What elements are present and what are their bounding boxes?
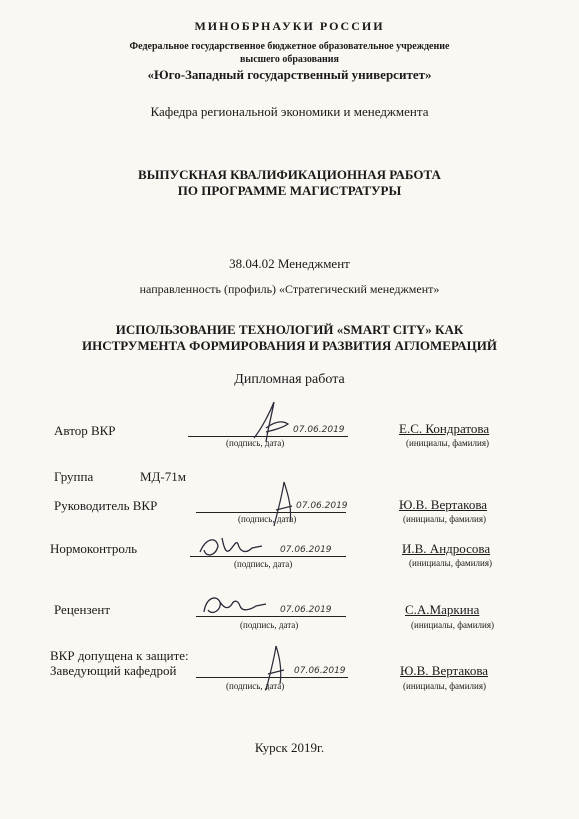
supervisor-label: Руководитель ВКР	[54, 498, 158, 513]
institution-line1: Федеральное государственное бюджетное образовательное учреждение	[129, 41, 450, 52]
supervisor-sign-date: 07.06.2019	[296, 501, 348, 511]
reviewer-label: Рецензент	[54, 602, 111, 617]
doc-kind: Дипломная работа	[234, 372, 345, 387]
work-type-line1: ВЫПУСКНАЯ КВАЛИФИКАЦИОННАЯ РАБОТА	[138, 167, 441, 182]
ministry: МИНОБРНАУКИ РОССИИ	[194, 19, 385, 33]
department: Кафедра региональной экономики и менеджмента	[150, 104, 429, 119]
supervisor-name: Ю.В. Вертакова	[399, 497, 488, 512]
normcontrol-name: И.В. Андросова	[402, 541, 491, 556]
institution-line2: высшего образования	[240, 54, 339, 65]
normcontrol-label: Нормоконтроль	[50, 541, 138, 556]
reviewer-name-caption: (инициалы, фамилия)	[411, 620, 494, 630]
head-name: Ю.В. Вертакова	[400, 663, 489, 678]
reviewer-name: С.А.Маркина	[405, 602, 480, 617]
topic-line2: ИНСТРУМЕНТА ФОРМИРОВАНИЯ И РАЗВИТИЯ АГЛОМЕРАЦИЙ	[82, 338, 497, 353]
supervisor-sign-caption: (подпись, дата)	[238, 514, 297, 524]
head-name-caption: (инициалы, фамилия)	[403, 681, 486, 691]
university: «Юго-Западный государственный университет»	[147, 67, 432, 82]
reviewer-sign-caption: (подпись, дата)	[240, 620, 299, 630]
author-sign-caption: (подпись, дата)	[226, 438, 285, 448]
admission-label: ВКР допущена к защите:	[50, 648, 189, 663]
group-value: МД-71м	[140, 469, 186, 484]
normcontrol-signature	[196, 532, 268, 562]
topic-line1: ИСПОЛЬЗОВАНИЕ ТЕХНОЛОГИЙ «SMART CITY» КАК	[115, 322, 464, 337]
work-type-line2: ПО ПРОГРАММЕ МАГИСТРАТУРЫ	[177, 183, 402, 198]
head-sign-date: 07.06.2019	[294, 666, 346, 676]
reviewer-sign-date: 07.06.2019	[280, 605, 332, 615]
head-of-department-label: Заведующий кафедрой	[50, 663, 177, 678]
normcontrol-sign-date: 07.06.2019	[280, 545, 332, 555]
normcontrol-sign-caption: (подпись, дата)	[234, 559, 293, 569]
author-name: Е.С. Кондратова	[399, 421, 490, 436]
group-label: Группа	[54, 469, 94, 484]
supervisor-name-caption: (инициалы, фамилия)	[403, 514, 486, 524]
author-label: Автор ВКР	[54, 423, 116, 438]
city-year: Курск 2019г.	[254, 740, 325, 755]
program-code: 38.04.02 Менеджмент	[229, 256, 350, 271]
author-sign-date: 07.06.2019	[293, 425, 345, 435]
head-sign-caption: (подпись, дата)	[226, 681, 285, 691]
program-profile: направленность (профиль) «Стратегический менеджмент»	[139, 282, 440, 296]
normcontrol-name-caption: (инициалы, фамилия)	[409, 558, 492, 568]
author-name-caption: (инициалы, фамилия)	[406, 438, 489, 448]
reviewer-signature	[198, 590, 270, 620]
